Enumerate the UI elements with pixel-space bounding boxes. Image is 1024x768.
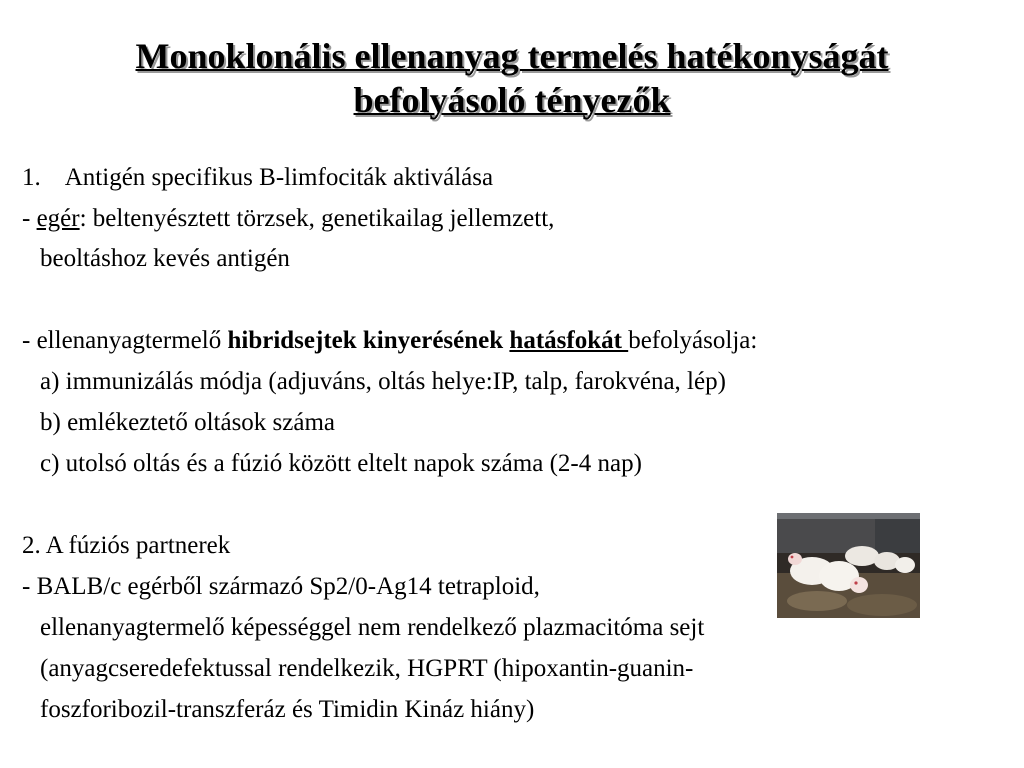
title-line-1: Monoklonális ellenanyag termelés hatékonyságát — [135, 36, 889, 76]
hybrid-prefix: - ellenanyagtermelő — [22, 327, 228, 354]
mouse-word: egér — [36, 205, 80, 232]
section2-line-4: foszforibozil-transzferáz és Timidin Kináz hiány) — [40, 696, 535, 723]
mouse-line-cont: beoltáshoz kevés antigén — [40, 245, 290, 272]
section2-line-3: (anyagcseredefektussal rendelkezik, HGPRT (hipoxantin-guanin- — [40, 655, 694, 682]
mice-photo-drawing — [777, 513, 920, 618]
mouse-line — [22, 204, 554, 234]
section1-heading-text: Antigén specifikus B-limfociták aktiválása — [64, 164, 494, 191]
item-a: a) immunizálás módja (adjuváns, oltás helye:IP, talp, farokvéna, lép) — [40, 368, 726, 395]
section2-line-2: ellenanyagtermelő képességgel nem rendelkező plazmacitóma sejt — [40, 614, 705, 641]
mouse-rest: : beltenyésztett törzsek, genetikailag jellemzett, — [79, 205, 555, 232]
title-line-2: befolyásoló tényezők — [353, 80, 671, 120]
section2-heading: 2. A fúziós partnerek — [22, 532, 231, 559]
section1-heading — [22, 163, 493, 193]
mouse-3 — [845, 546, 879, 566]
dash: - — [22, 205, 37, 232]
mouse-5 — [895, 557, 915, 573]
hybrid-suffix: befolyásolja: — [628, 327, 758, 354]
hybrid-line — [22, 326, 757, 356]
section2-line-1: - BALB/c egérből származó Sp2/0-Ag14 tetraploid, — [22, 573, 540, 600]
section1-number: 1. — [22, 164, 41, 191]
slide-title — [0, 34, 1024, 122]
hybrid-underlined: hatásfokát — [509, 327, 629, 354]
hybrid-bold: hibridsejtek kinyerésének — [227, 327, 504, 354]
mice-photo — [777, 513, 920, 618]
item-b: b) emlékeztető oltások száma — [40, 409, 336, 436]
item-c: c) utolsó oltás és a fúzió között eltelt napok száma (2-4 nap) — [40, 450, 642, 477]
